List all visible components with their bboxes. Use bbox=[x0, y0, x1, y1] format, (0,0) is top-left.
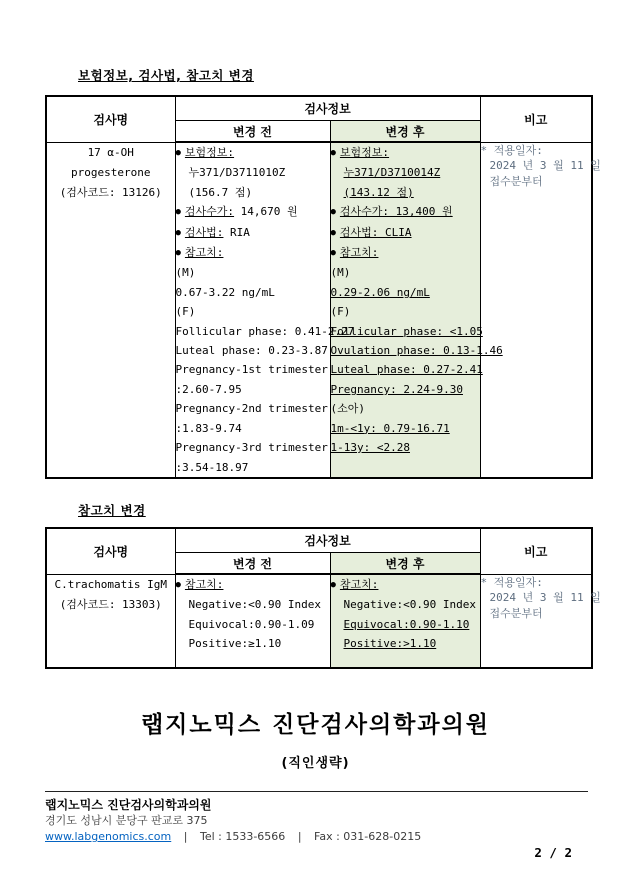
note-cell: * 적용일자: 2024 년 3 월 11 일 접수분부터 bbox=[480, 574, 592, 668]
col-header-after: 변경 후 bbox=[330, 121, 480, 143]
change-table-insurance bbox=[45, 95, 601, 479]
separator: | bbox=[297, 830, 302, 843]
test-code: (검사코드: 13303) bbox=[59, 597, 162, 611]
test-name: C.trachomatis IgM bbox=[54, 577, 168, 591]
after-cell: ● 참고치: Negative:<0.90 Index Equivocal:0.90-1.10 Positive:>1.10 bbox=[330, 574, 480, 668]
bullet-icon: ● bbox=[330, 207, 336, 218]
bullet-icon: ● bbox=[175, 207, 181, 218]
test-name: 17 α-OH progesterone bbox=[71, 145, 151, 179]
footer-company-name: 랩지노믹스 진단검사의학과의원 bbox=[45, 798, 212, 812]
col-header-note: 비고 bbox=[480, 528, 592, 574]
page-number: 2 / 2 bbox=[534, 845, 572, 860]
section2-heading: 참고치 변경 bbox=[78, 503, 146, 518]
col-header-note: 비고 bbox=[480, 96, 592, 142]
bullet-icon: ● bbox=[330, 248, 336, 259]
test-name-cell bbox=[46, 574, 175, 668]
bullet-icon: ● bbox=[175, 227, 181, 238]
bullet-icon: ● bbox=[175, 248, 181, 259]
col-header-before: 변경 전 bbox=[175, 121, 330, 143]
after-cell: ● 보험정보: 누371/D3710014Z (143.12 점) ● 검사수가: 13,400 원 ● 검사법: CLIA ● 참고치: (M) 0.29-2.06 ng/mL (F) Follicular phase: <1.05 Ovulation phase: 0.13-1.46 Luteal phase: 0.27-2.41 Pregnancy: 2.24-9.30 (소아) 1m-<1y: 0.79-16.71 1-13y: <2.28 bbox=[330, 142, 480, 478]
test-name-cell bbox=[46, 142, 175, 478]
footer-tel: Tel : 1533-6566 bbox=[199, 830, 286, 843]
bullet-icon: ● bbox=[175, 580, 181, 590]
footer-address: 경기도 성남시 분당구 판교로 375 bbox=[45, 814, 208, 827]
bullet-icon: ● bbox=[330, 580, 336, 590]
footer-fax: Fax : 031-628-0215 bbox=[314, 830, 422, 843]
col-header-test-info: 검사정보 bbox=[175, 528, 480, 553]
before-cell: ● 보험정보: 누371/D3711010Z (156.7 점) ● 검사수가: 14,670 원 ● 검사법: RIA ● 참고치: (M) 0.67-3.22 ng/mL (F) Follicular phase: 0.41-2.27 Luteal phase: 0.23-3.87 Pregnancy-1st trimester :2.60-7.95 Pregnancy-2nd trimester :1.83-9.74 Pregnancy-3rd trimester :3.54-18.97 bbox=[175, 142, 330, 478]
seal-omitted-note: (직인생략) bbox=[281, 756, 350, 771]
page-footer bbox=[45, 791, 588, 845]
col-header-test-name: 검사명 bbox=[46, 96, 175, 142]
section1-heading: 보험정보, 검사법, 참고치 변경 bbox=[78, 68, 254, 83]
separator: | bbox=[183, 830, 188, 843]
website-link[interactable]: www.labgenomics.com bbox=[45, 830, 172, 843]
bullet-icon: ● bbox=[330, 227, 336, 238]
col-header-after: 변경 후 bbox=[330, 553, 480, 575]
col-header-test-info: 검사정보 bbox=[175, 96, 480, 121]
test-code: (검사코드: 13126) bbox=[59, 185, 162, 199]
footer-contact-line bbox=[45, 829, 588, 845]
change-table-reference bbox=[45, 527, 601, 669]
before-cell: ● 참고치: Negative:<0.90 Index Equivocal:0.90-1.09 Positive:≥1.10 bbox=[175, 574, 330, 668]
bullet-icon: ● bbox=[175, 148, 181, 158]
bullet-icon: ● bbox=[330, 148, 336, 158]
col-header-before: 변경 전 bbox=[175, 553, 330, 575]
col-header-test-name: 검사명 bbox=[46, 528, 175, 574]
clinic-title: 랩지노믹스 진단검사의학과의원 bbox=[140, 712, 491, 738]
note-cell: * 적용일자: 2024 년 3 월 11 일 접수분부터 bbox=[480, 142, 592, 478]
